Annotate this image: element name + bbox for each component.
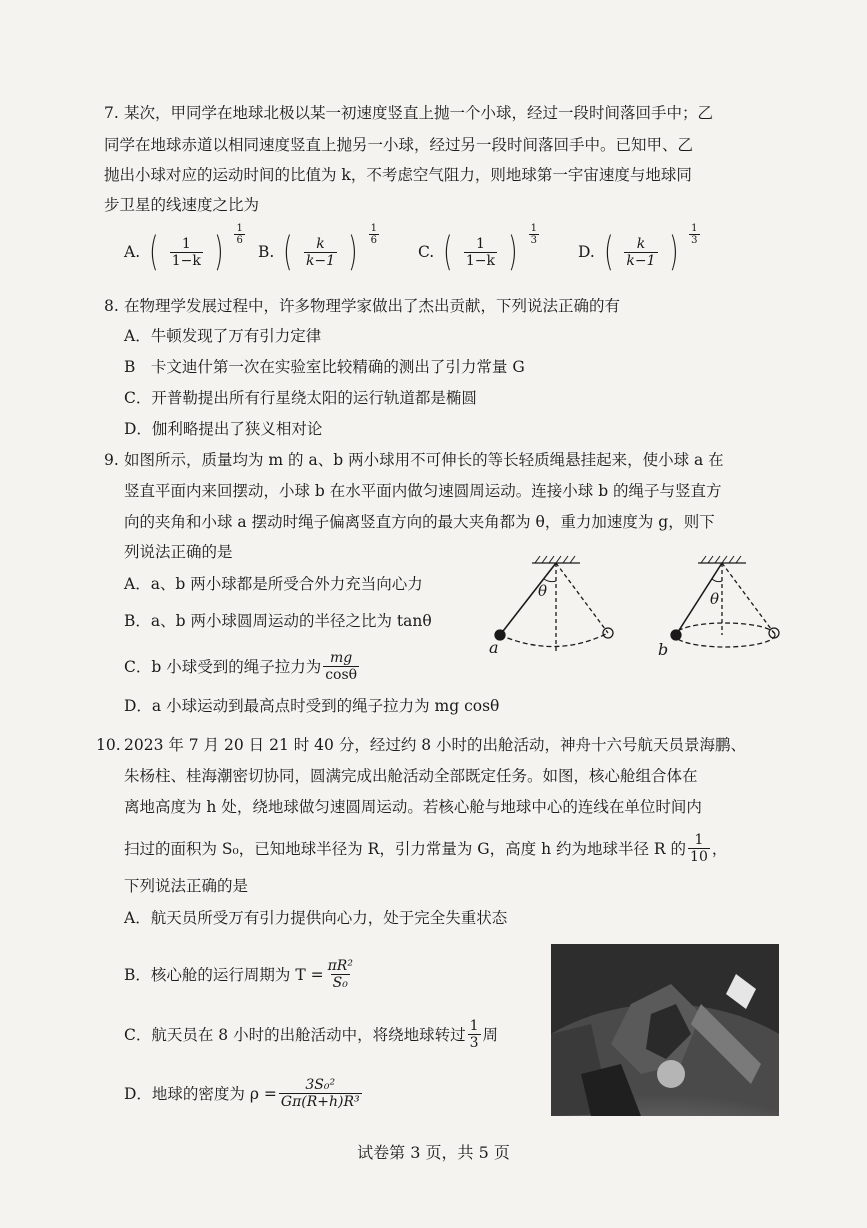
q9-number: 9. xyxy=(104,451,119,469)
q10-option-c-den: 3 xyxy=(469,1035,479,1051)
q7-option-a-num: 1 xyxy=(181,235,191,252)
q7-option-c-den: 1−k xyxy=(465,252,495,269)
q7-option-a-exp-num: 1 xyxy=(236,222,243,234)
q10-stem-line-4 xyxy=(124,832,727,865)
q10-option-c-label: C．航天员在 8 小时的出舱活动中，将绕地球转过 xyxy=(124,1025,466,1044)
q7-option-d-den: k−1 xyxy=(626,252,656,269)
pendulum-b xyxy=(671,556,779,647)
q10-option-b xyxy=(124,958,357,991)
q10-option-c-tail: 周 xyxy=(482,1025,499,1044)
q10-option-c-num: 1 xyxy=(469,1018,479,1034)
q10-option-d-den: Gπ(R+h)R³ xyxy=(280,1094,360,1110)
q7-option-d-num: k xyxy=(636,235,646,252)
q10-stem-line-2: 朱杨柱、桂海潮密切协同，圆满完成出舱活动全部既定任务。如图，核心舱组合体在 xyxy=(124,767,698,785)
q10-number: 10. xyxy=(96,736,121,754)
q7-option-c: C. ( $\frac{1}{1-k}$ ) $\frac{1}{3}$ xyxy=(418,222,537,275)
q7-option-d-exp-den: 3 xyxy=(691,234,698,246)
q10-option-b-label: B．核心舱的运行周期为 T = xyxy=(124,965,324,984)
q7-stem-line-2: 同学在地球赤道以相同速度竖直上抛另一小球，经过另一段时间落回手中。已知甲、乙 xyxy=(104,136,694,154)
q8-option-b: B 卡文迪什第一次在实验室比较精确的测出了引力常量 G xyxy=(124,358,525,376)
q9-stem-line-4: 列说法正确的是 xyxy=(124,543,233,561)
q8-number: 8. xyxy=(104,297,119,315)
q9-option-c xyxy=(124,650,361,683)
q10-option-b-num: πR² xyxy=(327,958,353,974)
q8-option-a: A．牛顿发现了万有引力定律 xyxy=(124,327,322,345)
q9-option-c-label: C．b 小球受到的绳子拉力为 xyxy=(124,657,322,676)
pendulum-b-theta-label: θ xyxy=(710,590,720,608)
q8-stem: 在物理学发展过程中，许多物理学家做出了杰出贡献，下列说法正确的有 xyxy=(124,297,621,315)
q10-line4-den: 10 xyxy=(690,849,708,865)
q7-stem-line-3: 抛出小球对应的运动时间的比值为 k，不考虑空气阻力，则地球第一宇宙速度与地球同 xyxy=(104,166,692,184)
q10-line4-tail: ， xyxy=(711,839,728,858)
q9-stem-line-3: 向的夹角和小球 a 摆动时绳子偏离竖直方向的最大夹角都为 θ，重力加速度为 g，则下 xyxy=(124,513,715,531)
q7-number: 7. xyxy=(104,104,119,122)
ball-a-label: a xyxy=(489,638,499,657)
q7-option-c-label: C. xyxy=(418,243,435,261)
q7-option-b: B. ( $\frac{k}{k-1}$ ) $\frac{1}{6}$ xyxy=(258,222,378,275)
q8-option-d: D．伽利略提出了狭义相对论 xyxy=(124,420,323,438)
q7-option-b-exp-num: 1 xyxy=(370,222,378,234)
q7-option-a-den: 1−k xyxy=(171,252,201,269)
page-footer: 试卷第 3 页，共 5 页 xyxy=(357,1143,510,1162)
q10-stem-line-3: 离地高度为 h 处，绕地球做匀速圆周运动。若核心舱与地球中心的连线在单位时间内 xyxy=(124,798,702,816)
q10-stem-line-4-text: 扫过的面积为 S₀，已知地球半径为 R，引力常量为 G，高度 h 约为地球半径 R 的 xyxy=(124,839,687,858)
q7-option-c-exp-den: 3 xyxy=(530,234,537,246)
q10-option-b-den: S₀ xyxy=(332,975,348,991)
q10-stem-line-5: 下列说法正确的是 xyxy=(124,877,249,895)
q9-option-a: A．a、b 两小球都是所受合外力充当向心力 xyxy=(124,575,423,593)
q10-option-d-num: 3S₀² xyxy=(305,1077,336,1093)
q7-option-b-label: B. xyxy=(258,243,275,261)
q7-option-d-exp-num: 1 xyxy=(691,222,698,234)
q7-option-c-exp-num: 1 xyxy=(530,222,537,234)
q10-option-d xyxy=(124,1077,364,1110)
q7-option-b-den: k−1 xyxy=(305,252,336,269)
q7-option-b-exp-den: 6 xyxy=(370,234,378,246)
q10-stem-line-1: 2023 年 7 月 20 日 21 时 40 分，经过约 8 小时的出舱活动，神舟十六号航天员景海鹏、 xyxy=(124,736,747,754)
q10-option-d-label: D．地球的密度为 ρ = xyxy=(124,1084,277,1103)
q10-option-c xyxy=(124,1018,498,1051)
q7-option-d-label: D. xyxy=(578,243,595,261)
q7-stem-line-1: 某次，甲同学在地球北极以某一初速度竖直上抛一个小球，经过一段时间落回手中；乙 xyxy=(124,104,714,122)
q7-option-a-label: A. xyxy=(124,243,141,261)
pendulum-figure xyxy=(480,555,810,665)
q7-option-d: D. ( $\frac{k}{k-1}$ ) $\frac{1}{3}$ xyxy=(578,222,698,275)
q9-option-c-den: cosθ xyxy=(325,667,358,683)
q9-stem-line-1: 如图所示，质量均为 m 的 a、b 两小球用不可伸长的等长轻质绳悬挂起来，使小球 a 在 xyxy=(124,451,724,469)
q10-line4-num: 1 xyxy=(694,832,704,848)
q9-option-d: D．a 小球运动到最高点时受到的绳子拉力为 mg cosθ xyxy=(124,697,500,715)
ball-b-label: b xyxy=(658,640,669,659)
q7-option-a-exp-den: 6 xyxy=(236,234,243,246)
q9-stem-line-2: 竖直平面内来回摆动，小球 b 在水平面内做匀速圆周运动。连接小球 b 的绳子与竖直方 xyxy=(124,482,722,500)
space-station-photo xyxy=(551,944,779,1116)
q8-option-c: C．开普勒提出所有行星绕太阳的运行轨道都是椭圆 xyxy=(124,389,477,407)
q7-option-a: A. ( $\frac{1}{1-k}$ ) $\frac{1}{6}$ xyxy=(124,222,243,275)
q9-option-c-num: mg xyxy=(330,650,353,666)
q7-option-b-num: k xyxy=(316,235,325,252)
q7-stem-line-4: 步卫星的线速度之比为 xyxy=(104,196,260,214)
q7-option-c-num: 1 xyxy=(475,235,485,252)
q9-option-b: B．a、b 两小球圆周运动的半径之比为 tanθ xyxy=(124,612,432,630)
pendulum-a-theta-label: θ xyxy=(538,582,548,600)
q10-option-a: A．航天员所受万有引力提供向心力，处于完全失重状态 xyxy=(124,909,508,927)
pendulum-a xyxy=(495,556,613,651)
